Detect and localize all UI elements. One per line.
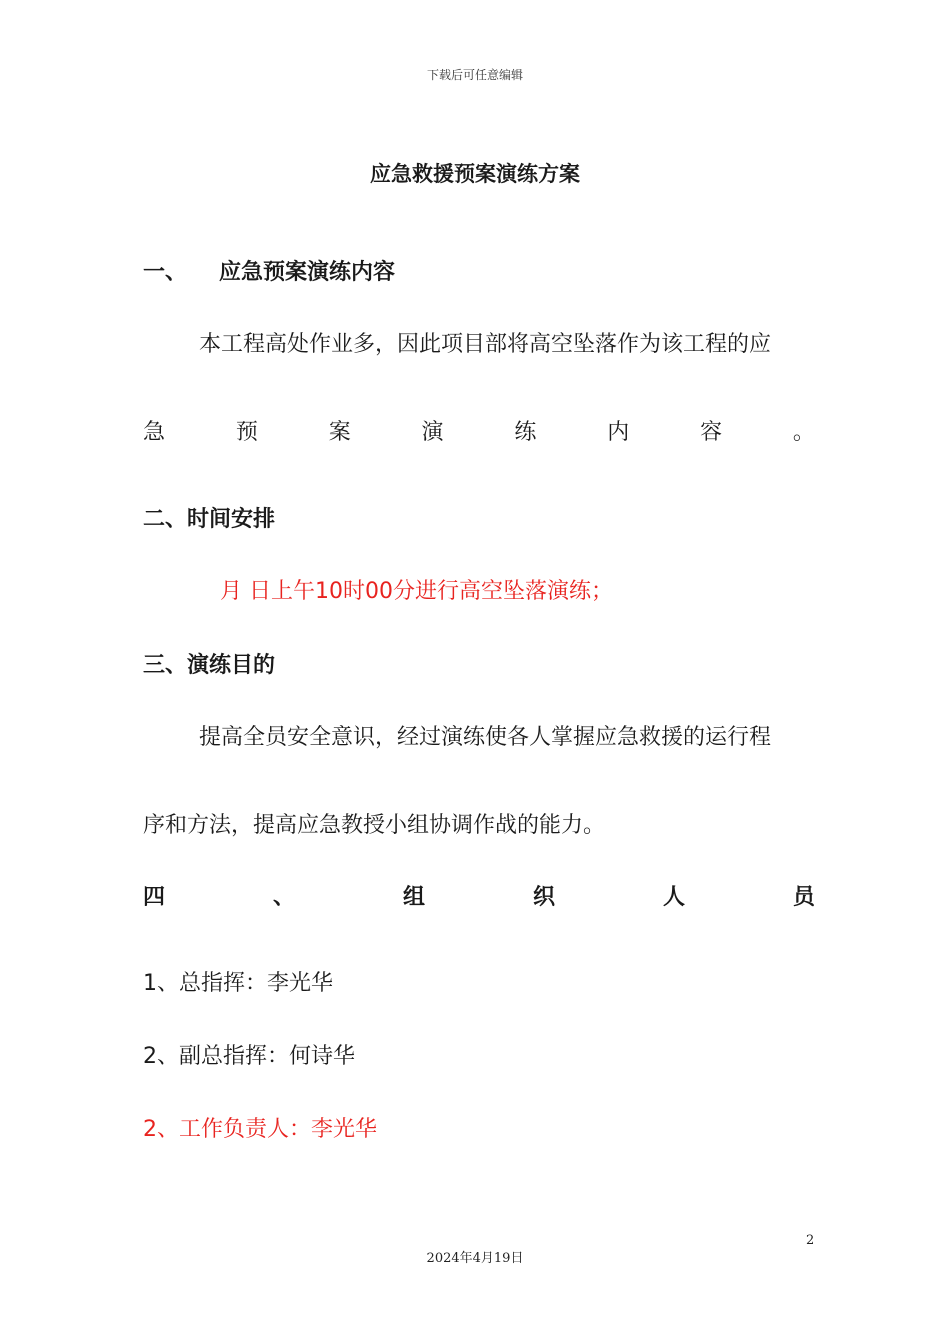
page-number: 2	[806, 1233, 815, 1248]
spread-char: 组	[402, 885, 425, 910]
section-3-heading: 三、演练目的	[143, 653, 276, 678]
list-item-deputy-commander: 2、副总指挥：何诗华	[143, 1044, 355, 1069]
spread-char: 、	[272, 885, 295, 910]
spread-char: 员	[792, 885, 815, 910]
schedule-line: 月 日上午10时00分进行高空坠落演练；	[220, 579, 613, 604]
spread-char: 案	[328, 420, 351, 445]
section-1-heading-number: 一、	[143, 260, 188, 285]
spread-char: 练	[514, 420, 537, 445]
spread-char: 演	[421, 420, 444, 445]
section-4-heading	[143, 880, 815, 911]
spread-char: 内	[607, 420, 630, 445]
header-note: 下载后可任意编辑	[426, 68, 523, 82]
spread-char: 急	[143, 420, 166, 445]
list-item-person-in-charge: 2、工作负责人：李光华	[143, 1117, 377, 1142]
section-1-heading	[143, 255, 395, 286]
spread-char: 人	[662, 885, 685, 910]
section-3-paragraph-line-2: 序和方法，提高应急教授小组协调作战的能力。	[143, 813, 606, 838]
spread-char: 预	[235, 420, 258, 445]
list-item-commander: 1、总指挥：李光华	[143, 971, 333, 996]
spread-char: 织	[532, 885, 555, 910]
footer-date: 2024年4月19日	[426, 1251, 524, 1266]
section-1-paragraph-line-2	[143, 415, 815, 446]
spread-char: 。	[792, 420, 815, 445]
section-1-paragraph-line-1: 本工程高处作业多，因此项目部将高空坠落作为该工程的应	[199, 332, 772, 357]
spread-char: 容	[700, 420, 723, 445]
section-3-paragraph-line-1: 提高全员安全意识，经过演练使各人掌握应急救援的运行程	[199, 725, 772, 750]
section-2-heading: 二、时间安排	[143, 507, 276, 532]
document-title: 应急救援预案演练方案	[370, 162, 580, 186]
section-1-heading-text: 应急预案演练内容	[219, 260, 396, 285]
spread-char: 四	[143, 885, 166, 910]
